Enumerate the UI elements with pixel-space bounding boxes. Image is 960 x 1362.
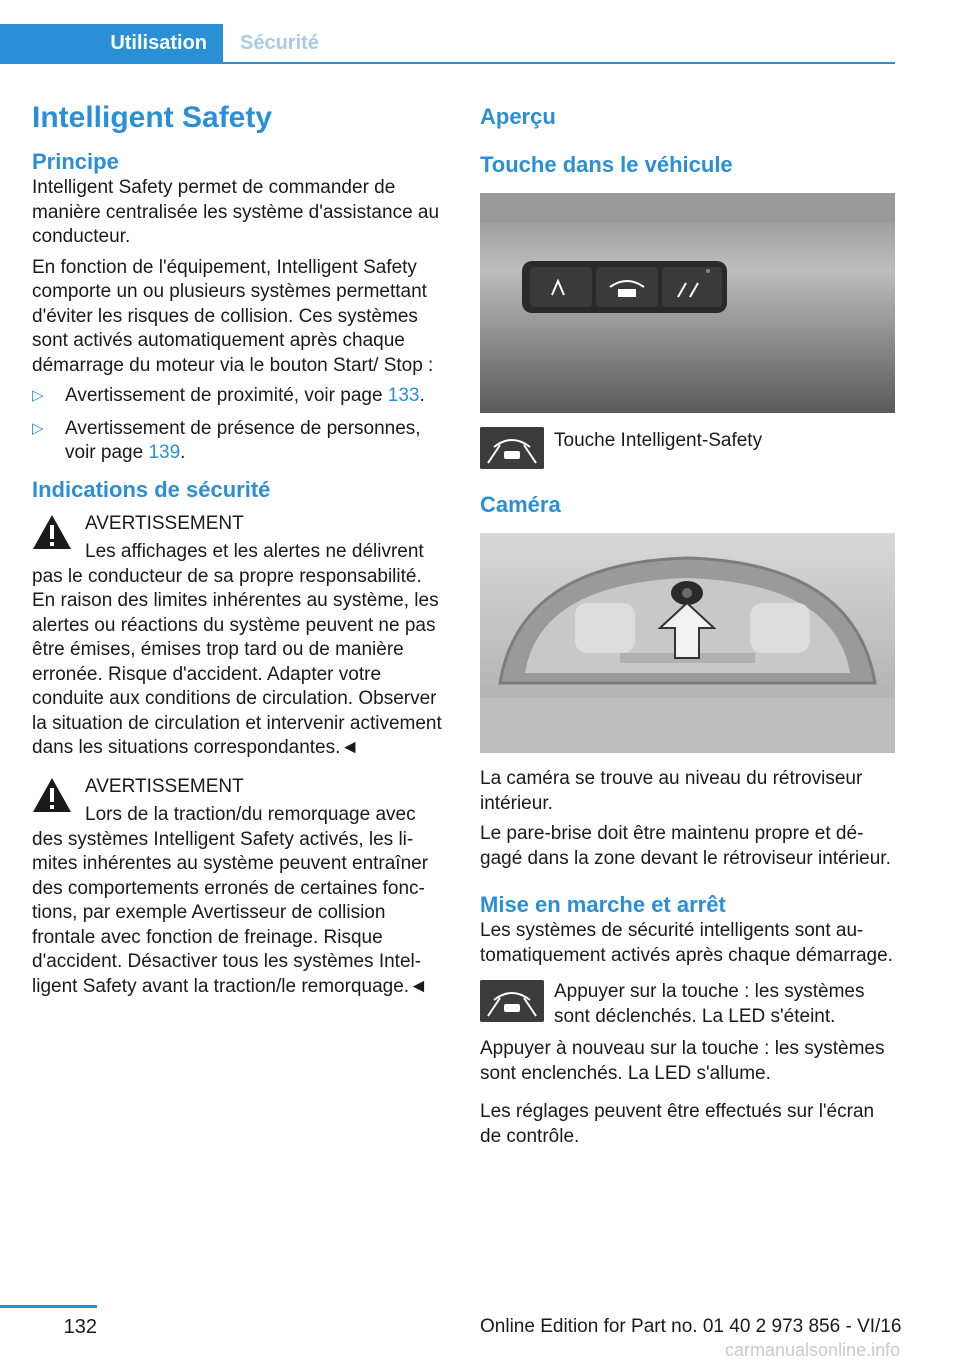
warning-text-first: Les affichages et les alertes ne délivrent bbox=[85, 541, 424, 562]
camera-photo bbox=[480, 533, 895, 753]
watermark: carmanualsonline.info bbox=[725, 1340, 901, 1360]
systems-list bbox=[32, 384, 448, 466]
safety-heading: Indications de sécurité bbox=[32, 476, 271, 502]
bullet-triangle-icon: ▷ bbox=[32, 387, 44, 404]
right-column bbox=[480, 100, 896, 1155]
touche-row bbox=[480, 427, 896, 475]
list-item-text: Avertissement de proximité, voir page bbox=[65, 385, 388, 406]
tab-utilisation[interactable]: Utilisation bbox=[0, 24, 223, 62]
warning-block bbox=[32, 775, 448, 1000]
list-item-end: . bbox=[419, 385, 425, 406]
warning-text-rest: des systèmes Intelligent Safety activés, les limites inhérentes au système peuvent entraîner des comportements erronés de certaines fonctions, par exemple Avertisseur de collision frontale avec fonction de freinage. Risque d'accident. Désactiver tous les systèmes Intelligent Safety avant la traction/le remorquage.◄ bbox=[32, 828, 429, 997]
warning-text bbox=[32, 540, 448, 761]
list-item-text: Avertissement de présence de personnes, voir page bbox=[65, 417, 421, 463]
camera-heading: Caméra bbox=[480, 492, 561, 517]
marche-paragraph-3: Les réglages peuvent être effectués sur l'écran de contrôle. bbox=[480, 1101, 875, 1147]
camera-paragraph-1: La caméra se trouve au niveau du rétroviseur intérieur. bbox=[480, 768, 863, 814]
intelligent-safety-button-icon bbox=[480, 427, 544, 469]
marche-icon-text: Appuyer sur la touche : les systèmes sont déclenchés. La LED s'éteint. bbox=[554, 981, 865, 1027]
warning-text-rest: pas le conducteur de sa propre responsabilité. En raison des limites inhérentes au système, les alertes ou réactions du système peuvent ne pas être émises, émises trop tard ou de manière erronée. Risque d'accident. Adapter votre conduite aux conditions de circulation. Observer la situation de circulation et intervenir activement dans les situations correspondantes.◄ bbox=[32, 565, 442, 758]
principe-paragraph-1: Intelligent Safety permet de commander de manière centralisée les système d'assistance au conducteur. bbox=[32, 177, 440, 247]
warning-text-first: Lors de la traction/du remorquage avec bbox=[85, 804, 416, 825]
warning-heading: AVERTISSEMENT bbox=[85, 512, 244, 534]
button-panel-photo bbox=[480, 193, 895, 413]
principe-heading: Principe bbox=[32, 149, 119, 174]
intelligent-safety-button-icon bbox=[480, 980, 544, 1022]
list-item bbox=[32, 417, 448, 466]
page-link-133[interactable]: 133 bbox=[387, 385, 420, 406]
camera-paragraph-2: Le pare-brise doit être maintenu propre et dégagé dans la zone devant le rétroviseur intérieur. bbox=[480, 823, 891, 869]
warning-heading: AVERTISSEMENT bbox=[85, 775, 244, 797]
touche-caption: Touche Intelligent-Safety bbox=[554, 430, 763, 451]
marche-row bbox=[480, 980, 896, 1029]
footer-rule bbox=[0, 1305, 97, 1308]
warning-triangle-icon bbox=[32, 514, 72, 550]
list-item-end: . bbox=[180, 442, 186, 463]
left-column bbox=[32, 100, 448, 1013]
bullet-triangle-icon: ▷ bbox=[32, 419, 44, 437]
touche-heading: Touche dans le véhicule bbox=[480, 152, 733, 177]
warning-triangle-icon bbox=[32, 777, 72, 813]
marche-paragraph-2: Appuyer à nouveau sur la touche : les systèmes sont enclenchés. La LED s'allume. bbox=[480, 1038, 885, 1084]
page-title: Intelligent Safety bbox=[32, 101, 273, 134]
page-number: 132 bbox=[63, 1316, 97, 1338]
header-tabbar bbox=[0, 24, 895, 64]
apercu-heading: Aperçu bbox=[480, 104, 556, 129]
edition-text: Online Edition for Part no. 01 40 2 973 856 - VI/16 bbox=[480, 1316, 902, 1337]
warning-text bbox=[32, 803, 448, 999]
page-link-139[interactable]: 139 bbox=[148, 442, 181, 463]
marche-paragraph-1: Les systèmes de sécurité intelligents sont automatiquement activés après chaque démarrage. bbox=[480, 920, 893, 966]
marche-heading: Mise en marche et arrêt bbox=[480, 892, 726, 917]
principe-paragraph-2: En fonction de l'équipement, Intelligent Safety comporte un ou plusieurs systèmes permettant d'éviter les risques de collision. Ces systèmes sont activés automatiquement après chaque démarrage du moteur via le bouton Start/ Stop : bbox=[32, 256, 434, 376]
warning-block bbox=[32, 512, 448, 761]
tab-securite[interactable]: Sécurité bbox=[240, 32, 319, 54]
list-item bbox=[32, 384, 448, 409]
